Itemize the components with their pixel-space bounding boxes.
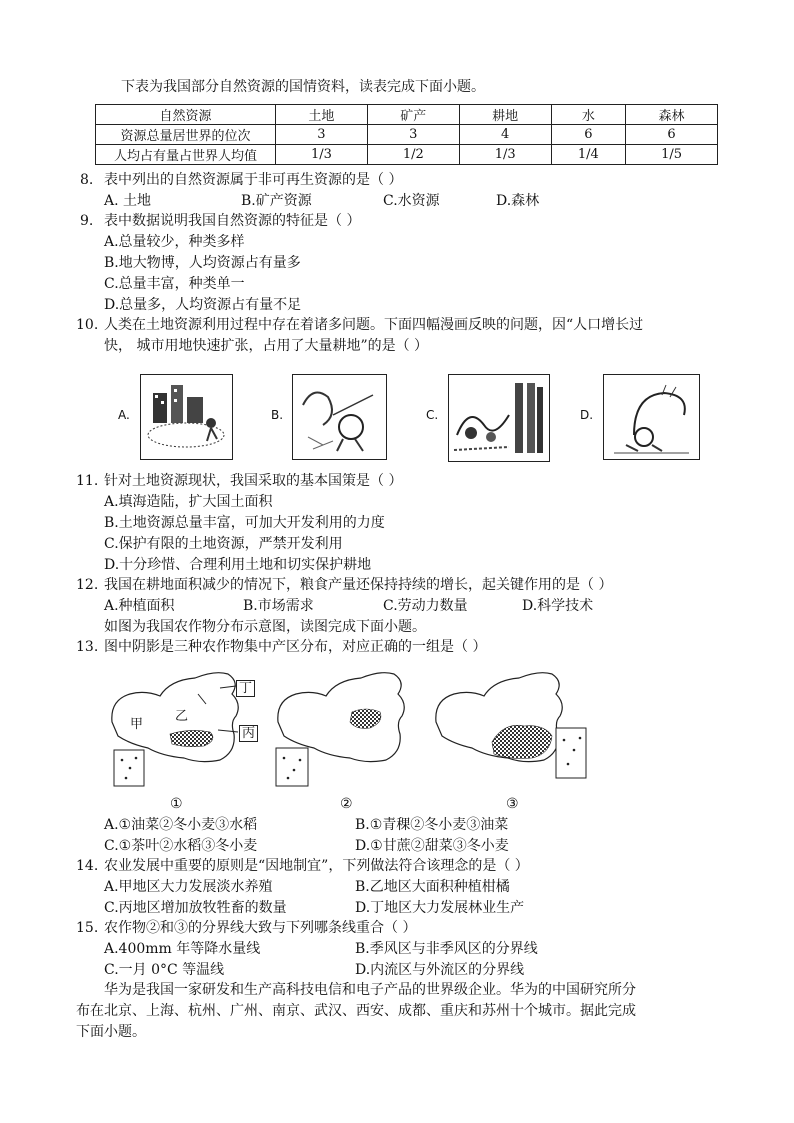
- table-cell: 人均占有量占世界人均值: [96, 145, 276, 165]
- q13-option-a: A.①油菜②冬小麦③水稻: [104, 817, 258, 833]
- cartoon-c-label: C.: [426, 408, 439, 422]
- intro-huawei-line2: 布在北京、上海、杭州、广州、南京、武汉、西安、成都、重庆和苏州十个城市。据此完成: [76, 1003, 636, 1019]
- intro-huawei-line1: 华为是我国一家研发和生产高科技电信和电子产品的世界级企业。华为的中国研究所分: [104, 982, 636, 998]
- q8-option-c: C.水资源: [383, 193, 440, 209]
- table-header-cell: 矿产: [367, 105, 459, 125]
- cartoon-d-label: D.: [580, 408, 594, 422]
- q12-option-a: A.种植面积: [104, 598, 175, 614]
- q11-number: 11.: [76, 473, 99, 489]
- q10-number: 10.: [76, 317, 99, 333]
- q12-option-b: B.市场需求: [243, 598, 314, 614]
- q10-stem-line1: 人类在土地资源利用过程中存在着诸多问题。下面四幅漫画反映的问题，因“人口增长过: [104, 317, 644, 333]
- q10-stem-line2: 快， 城市用地快速扩张，占用了大量耕地”的是（ ）: [104, 338, 429, 354]
- map-label-bing: 丙: [239, 725, 258, 742]
- cartoon-b-label: B.: [271, 408, 284, 422]
- q8-option-d: D.森林: [496, 193, 540, 209]
- q15-stem: 农作物②和③的分界线大致与下列哪条线重合（ ）: [104, 920, 417, 936]
- cartoon-b-image: [292, 374, 387, 460]
- q15-number: 15.: [76, 920, 99, 936]
- q12-stem: 我国在耕地面积减少的情况下，粮食产量还保持持续的增长，起关键作用的是（ ）: [104, 577, 613, 593]
- table-cell: 1/3: [459, 145, 551, 165]
- intro-huawei-line3: 下面小题。: [76, 1024, 146, 1040]
- table-header-cell: 森林: [626, 105, 718, 125]
- table-header-cell: 土地: [276, 105, 368, 125]
- q8-option-b: B.矿产资源: [241, 193, 312, 209]
- q9-option-b: B.地大物博，人均资源占有量多: [104, 255, 301, 271]
- table-cell: 资源总量居世界的位次: [96, 125, 276, 145]
- q14-number: 14.: [76, 858, 99, 874]
- table-row: [96, 125, 718, 145]
- table-row: [96, 145, 718, 165]
- q9-option-d: D.总量多，人均资源占有量不足: [104, 297, 302, 313]
- map-label-jia: 甲: [130, 717, 144, 732]
- table-cell: 6: [626, 125, 718, 145]
- map-label-ding: 丁: [236, 680, 255, 697]
- q13-option-d: D.①甘蔗②甜菜③冬小麦: [355, 838, 509, 854]
- crop-maps: [100, 660, 720, 790]
- q11-stem: 针对土地资源现状，我国采取的基本国策是（ ）: [104, 473, 403, 489]
- q14-option-c: C.丙地区增加放牧牲畜的数量: [104, 900, 287, 916]
- cartoon-a-image: [140, 374, 233, 460]
- q11-option-a: A.填海造陆，扩大国土面积: [104, 494, 273, 510]
- map-number-3: ③: [506, 796, 519, 812]
- table-header-cell: 水: [551, 105, 626, 125]
- table-header-row: [96, 105, 718, 125]
- table-cell: 6: [551, 125, 626, 145]
- q15-option-b: B.季风区与非季风区的分界线: [355, 941, 538, 957]
- map-label-yi: 乙: [175, 709, 189, 724]
- q13-stem: 图中阴影是三种农作物集中产区分布，对应正确的一组是（ ）: [104, 639, 487, 655]
- q14-option-a: A.甲地区大力发展淡水养殖: [104, 879, 273, 895]
- map-number-2: ②: [340, 796, 353, 812]
- table-cell: 3: [276, 125, 368, 145]
- q8-option-a: A. 土地: [104, 193, 152, 209]
- q15-option-a: A.400mm 年等降水量线: [104, 941, 261, 957]
- map-3: [436, 673, 586, 778]
- q13-option-b: B.①青稞②冬小麦③油菜: [355, 817, 509, 833]
- q13-option-c: C.①茶叶②水稻③冬小麦: [104, 838, 258, 854]
- table-header-cell: 自然资源: [96, 105, 276, 125]
- q11-option-c: C.保护有限的土地资源，严禁开发利用: [104, 536, 343, 552]
- map-number-1: ①: [170, 796, 183, 812]
- q12-option-c: C.劳动力数量: [383, 598, 468, 614]
- q11-option-d: D.十分珍惜、合理利用土地和切实保护耕地: [104, 557, 372, 573]
- intro-maps: 如图为我国农作物分布示意图，读图完成下面小题。: [104, 619, 426, 635]
- q14-stem: 农业发展中重要的原则是“因地制宜”，下列做法符合该理念的是（ ）: [104, 858, 529, 874]
- q14-option-d: D.丁地区大力发展林业生产: [355, 900, 525, 916]
- q15-option-c: C.一月 0°C 等温线: [104, 962, 225, 978]
- table-cell: 3: [367, 125, 459, 145]
- map-2: [276, 673, 404, 786]
- table-cell: 1/2: [367, 145, 459, 165]
- q14-option-b: B.乙地区大面积种植柑橘: [355, 879, 510, 895]
- cartoon-c-image: [448, 374, 550, 462]
- q11-option-b: B.土地资源总量丰富，可加大开发利用的力度: [104, 515, 385, 531]
- q9-option-a: A.总量较少，种类多样: [104, 234, 245, 250]
- q15-option-d: D.内流区与外流区的分界线: [355, 962, 525, 978]
- table-cell: 1/3: [276, 145, 368, 165]
- table-cell: 1/5: [626, 145, 718, 165]
- q13-number: 13.: [76, 639, 99, 655]
- table-header-cell: 耕地: [459, 105, 551, 125]
- q12-number: 12.: [76, 577, 99, 593]
- table-cell: 4: [459, 125, 551, 145]
- q9-option-c: C.总量丰富，种类单一: [104, 276, 245, 292]
- table-cell: 1/4: [551, 145, 626, 165]
- q12-option-d: D.科学技术: [522, 598, 594, 614]
- resource-table: [95, 104, 718, 165]
- q9-number: 9.: [80, 213, 94, 229]
- cartoon-a-label: A.: [118, 408, 130, 422]
- cartoon-d-image: [603, 374, 700, 460]
- q8-stem: 表中列出的自然资源属于非可再生资源的是（ ）: [104, 172, 403, 188]
- q9-stem: 表中数据说明我国自然资源的特征是（ ）: [104, 213, 361, 229]
- q8-number: 8.: [80, 172, 94, 188]
- intro-text: 下表为我国部分自然资源的国情资料，读表完成下面小题。: [121, 79, 485, 95]
